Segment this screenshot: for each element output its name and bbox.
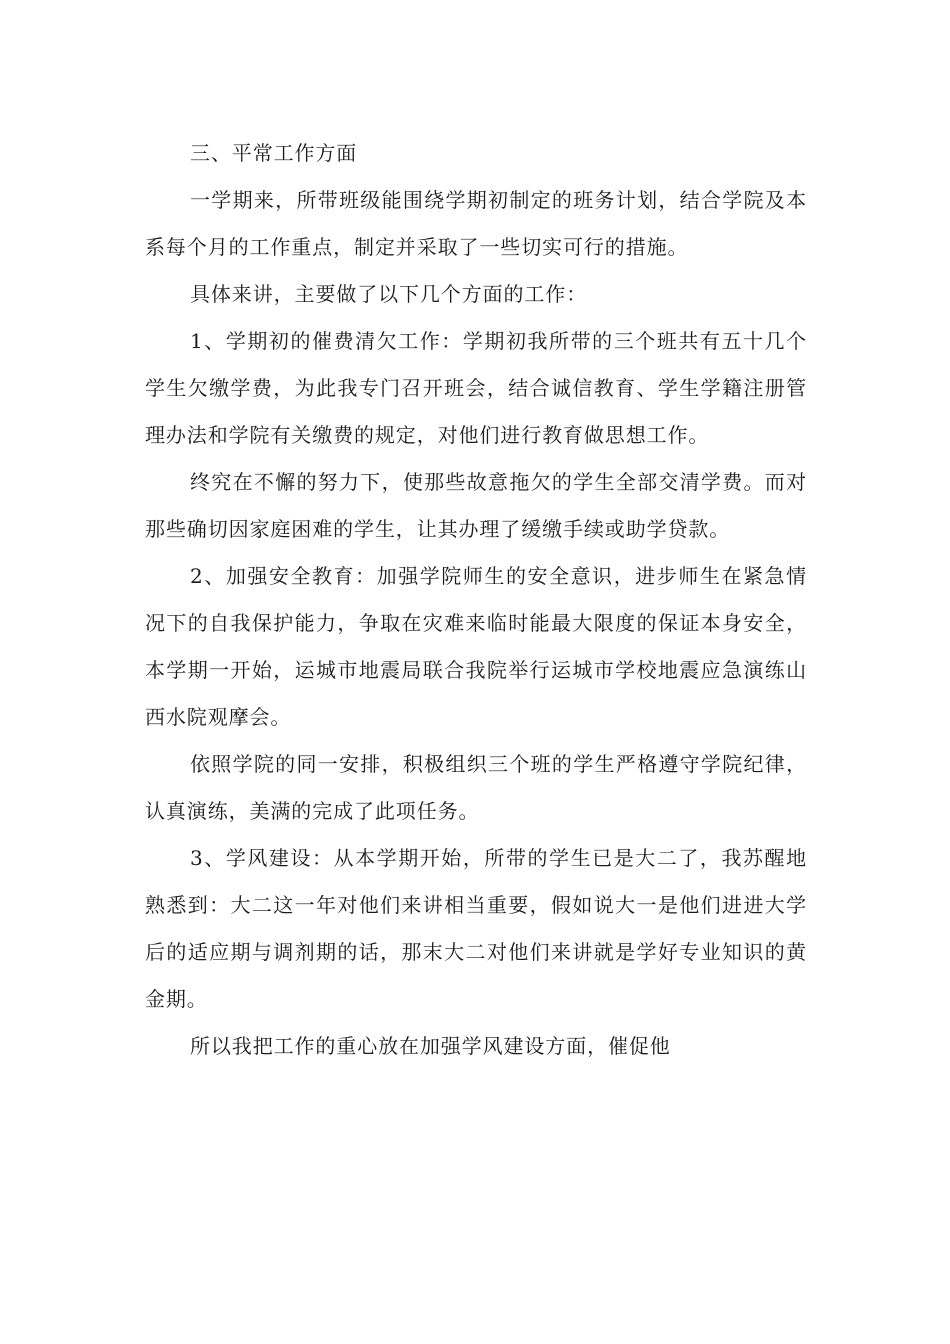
paragraph: 3、学风建设：从本学期开始，所带的学生已是大二了，我苏醒地熟悉到：大二这一年对他们来讲相当重要，假如说大一是他们进进大学后的适应期与调剂期的话，那末大二对他们来讲就是学好专业知识的黄金期。 <box>145 846 807 1011</box>
section-heading: 三、平常工作方面 <box>190 141 358 165</box>
paragraph: 1、学期初的催费清欠工作：学期初我所带的三个班共有五十几个学生欠缴学费，为此我专门召开班会，结合诚信教育、学生学籍注册管理办法和学院有关缴费的规定，对他们进行教育做思想工作。 <box>145 329 807 447</box>
paragraph: 终究在不懈的努力下，使那些故意拖欠的学生全部交清学费。而对那些确切因家庭困难的学生，让其办理了缓缴手续或助学贷款。 <box>145 470 807 541</box>
paragraph: 所以我把工作的重心放在加强学风建设方面，催促他 <box>190 1034 671 1058</box>
paragraph: 依照学院的同一安排，积极组织三个班的学生严格遵守学院纪律，认真演练，美满的完成了此项任务。 <box>145 752 807 823</box>
paragraph: 具体来讲，主要做了以下几个方面的工作： <box>190 282 588 306</box>
paragraph: 一学期来，所带班级能围绕学期初制定的班务计划，结合学院及本系每个月的工作重点，制定并采取了一些切实可行的措施。 <box>145 188 807 259</box>
paragraph: 2、加强安全教育：加强学院师生的安全意识，进步师生在紧急情况下的自我保护能力，争取在灾难来临时能最大限度的保证本身安全，本学期一开始，运城市地震局联合我院举行运城市学校地震应急演练山西水院观摩会。 <box>145 564 807 729</box>
document-body <box>145 130 807 1070</box>
